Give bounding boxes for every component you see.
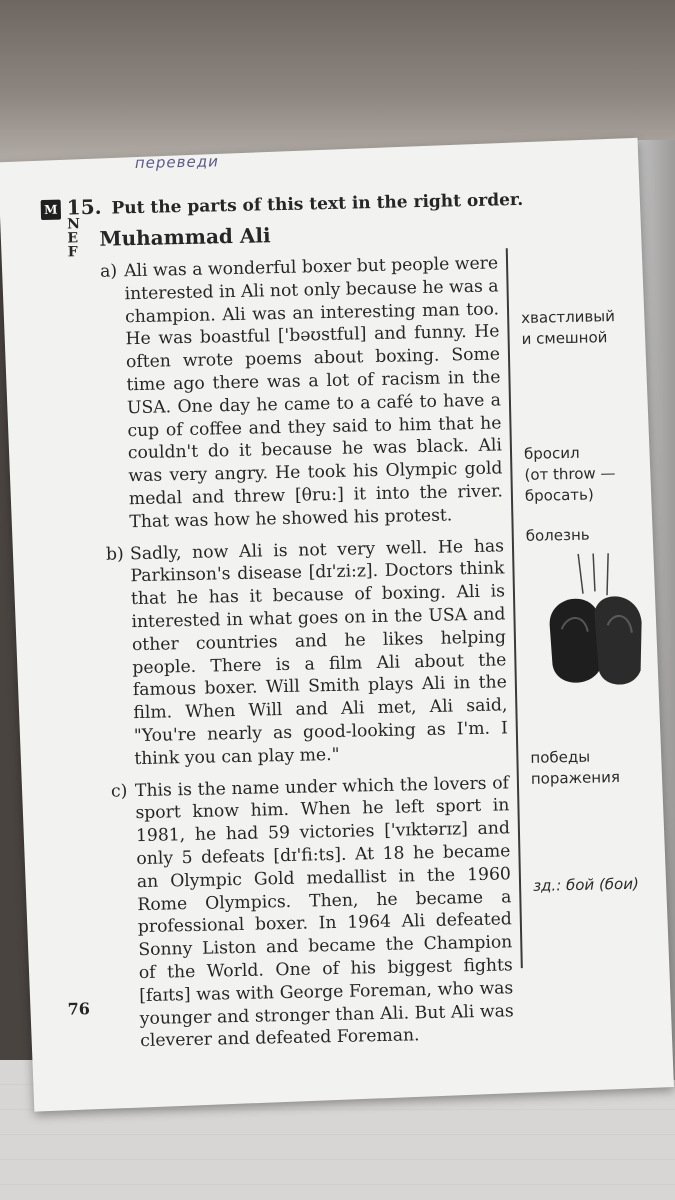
handwritten-note: переведи: [134, 152, 220, 173]
paragraph-text: This is the name under which the lovers of sport know him. When he left sport in 1981, he had 59 victories ['vɪktərɪz] and only 5 defeats [dɪ'fi:ts]. At 18 he became an Olympic Gold medallist in the 1960 Rome Olympics. Then, he became a professional boxer. In 1964 Ali defeated Sonny Liston and became the Champion of the World. One of his biggest fights [faɪts] was with George Foreman, who was younger and stronger than Ali. But Ali was cleverer and defeated Foreman.: [134, 772, 514, 1052]
task-heading: [67, 186, 524, 220]
paragraph-a: [100, 252, 504, 534]
gloss-boastful: хвастливый и смешной: [521, 306, 616, 348]
text-title: Muhammad Ali: [99, 223, 271, 251]
section-badge: M: [41, 200, 61, 220]
page-number: 76: [67, 999, 91, 1019]
text-column: [100, 252, 515, 1062]
task-number: 15.: [66, 194, 102, 220]
side-letters: N E F: [66, 216, 81, 261]
task-instruction: Put the parts of this text in the right order.: [111, 189, 524, 219]
paragraph-text: Ali was a wonderful boxer but people were interested in Ali not only because he was a champion. Ali was an interesting man too. He was boastful ['bəʊstful] and funny. He often wrote poems about boxing. Some time ago there was a lot of racism in the USA. One day he came to a café to have a cup of coffee and they said to him that he couldn't do it because he was black. Ali was very angry. He took his Olympic gold medal and threw [θru:] it into the river. That was how he showed his protest.: [123, 253, 504, 532]
paragraph-b: [106, 535, 509, 771]
paragraph-letter: c): [110, 780, 128, 802]
gloss-disease: болезнь: [525, 525, 590, 545]
paragraph-letter: a): [99, 261, 118, 282]
paragraph-c: [111, 772, 515, 1054]
page-content: [40, 152, 658, 1052]
paragraph-letter: b): [105, 543, 124, 565]
gloss-victories: победы поражения: [530, 747, 621, 788]
boxing-gloves-image: [538, 552, 651, 694]
gloss-threw: бросил (от throw — бросать): [523, 443, 616, 505]
paragraph-text: Sadly, now Ali is not very well. He has Parkinson's disease [dɪ'zi:z]. Doctors think that he has it because of boxing. Ali is interested in what goes on in the USA and other countries and he likes helping people. There is a film Ali about the famous boxer. Will Smith plays Ali in the film. When Will and Ali met, Ali said, "You're nearly as good-looking as I'm. I think you can play me.": [129, 535, 509, 769]
gloss-fights: зд.: бой (бои): [532, 874, 640, 895]
